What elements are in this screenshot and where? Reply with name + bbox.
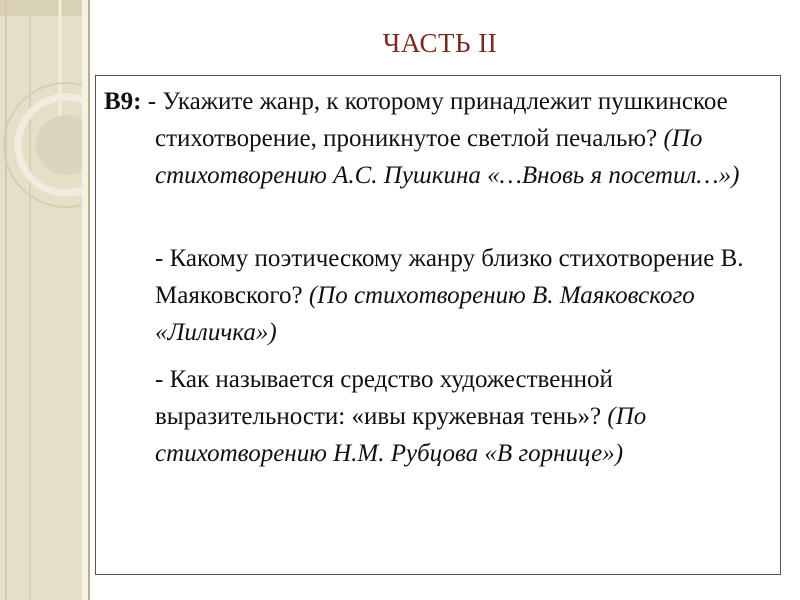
- decorative-side-panel: [0, 0, 82, 600]
- question-label: В9:: [104, 88, 142, 115]
- slide-title: ЧАСТЬ II: [382, 28, 498, 58]
- question-3: [104, 361, 772, 472]
- question-source: (По стихотворению Н.М. Рубцова «В горнице»): [155, 403, 647, 467]
- content-box: [95, 75, 781, 575]
- question-text: - Укажите жанр, к которому принадлежит пушкинское стихотворение, проникнутое светлой печалью?: [141, 88, 728, 152]
- question-text: - Какому поэтическому жанру близко стихотворение В. Маяковского?: [155, 245, 744, 309]
- question-2: [104, 240, 772, 351]
- question-text: - Как называется средство художественной выразительности: «ивы кружевная тень»?: [155, 366, 613, 430]
- decorative-pattern: [0, 0, 82, 600]
- question-source: (По стихотворению А.С. Пушкина «…Вновь я посетил…»): [155, 125, 740, 189]
- question-b9: [104, 83, 772, 194]
- side-divider-line: [88, 0, 90, 600]
- question-source: (По стихотворению В. Маяковского «Лиличка»): [155, 282, 695, 346]
